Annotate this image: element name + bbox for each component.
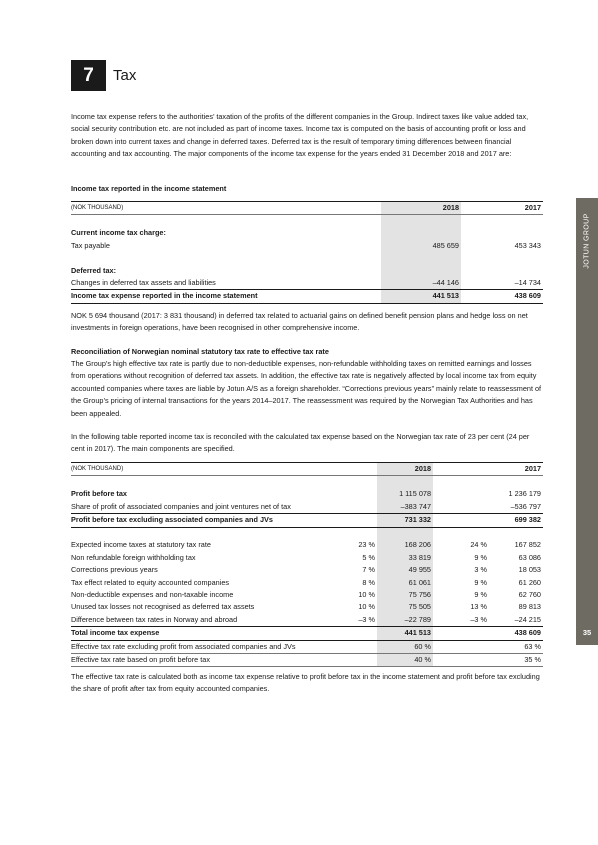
table-row [71,265,543,277]
row-label: Income tax expense reported in the income statement [71,290,381,303]
table-row [71,654,543,667]
value-2017: 699 382 [489,514,543,527]
value-2017: 63 % [489,640,543,653]
table-row [71,240,543,252]
pct-2017: 13 % [470,602,487,612]
reconciliation-heading: Reconciliation of Norwegian nominal statutory tax rate to effective tax rate [71,347,329,356]
value-2018: 1 115 078 [377,488,433,500]
year-2017: 2017 [489,463,543,476]
table1-heading: Income tax reported in the income statement [71,184,227,193]
row-label: Effective tax rate based on profit before tax [71,654,321,667]
pct-2017: 24 % [470,540,487,550]
value-2017: –14 734 [461,277,543,290]
table-row [71,501,543,514]
table-header-row [71,463,543,476]
table-row [71,277,543,290]
row-label: Share of profit of associated companies and joint ventures net of tax [71,501,321,514]
table-row [71,577,543,589]
reconciliation-table [71,462,543,667]
value-2018: 441 513 [381,290,461,303]
value-2018: 485 659 [381,240,461,252]
table-header-row [71,202,543,215]
value-2018: –44 146 [381,277,461,290]
row-label: Tax payable [71,240,110,250]
pct-2018: –3 % [321,614,377,627]
year-2018: 2018 [377,463,433,476]
value-2018: 75 505 [377,601,433,613]
value-2018: 60 % [377,640,433,653]
pct-2017: 3 % [474,565,487,575]
table-row [71,601,543,613]
value-2018: 61 061 [377,577,433,589]
value-2018: 33 819 [377,552,433,564]
value-2018: –383 747 [377,501,433,514]
pct-2017: 9 % [474,552,487,562]
oci-note: NOK 5 694 thousand (2017: 3 831 thousand) in deferred tax related to actuarial gains on defined benefit pension plans and hedge loss on net investments in foreign operations, have been recognised in other comprehensive income. [71,311,528,333]
table-row [71,539,543,551]
row-label: Non-deductible expenses and non-taxable income [71,590,234,600]
pct-2018: 5 % [362,552,375,562]
row-label: Effective tax rate excluding profit from associated companies and JVs [71,640,321,653]
value-2017: 89 813 [518,602,541,612]
value-2017: 61 260 [518,577,541,587]
pct-2018: 10 % [358,590,375,600]
table-row [71,564,543,576]
total-row [71,627,543,640]
pct-2017: 9 % [474,590,487,600]
table-row [71,552,543,564]
value-2017: 453 343 [514,240,541,250]
section-number: 7 [71,60,106,91]
unit-label: (NOK THOUSAND) [71,202,381,215]
row-label: Non refundable foreign withholding tax [71,552,196,562]
side-tab [576,198,598,283]
row-label: Difference between tax rates in Norway and abroad [71,614,321,627]
value-2017: –536 797 [489,501,543,514]
table-row [71,614,543,627]
table-row [71,589,543,601]
value-2018: 441 513 [377,627,433,640]
value-2018: 40 % [377,654,433,667]
value-2017: 18 053 [518,565,541,575]
pct-2018: 23 % [358,540,375,550]
value-2017: –24 215 [489,614,543,627]
page-number: 35 [582,628,592,637]
row-label: Total income tax expense [71,627,321,640]
pct-2018: 7 % [362,565,375,575]
year-2017: 2017 [461,202,543,215]
unit-label: (NOK THOUSAND) [71,463,321,476]
pct-2018: 8 % [362,577,375,587]
reconciliation-text-2: In the following table reported income tax is reconciled with the calculated tax expense based on the Norwegian tax rate of 23 per cent (24 per cent in 2017). The main components are specified. [71,432,530,454]
intro-paragraph: Income tax expense refers to the authorities’ taxation of the profits of the different companies in the Group. Indirect taxes like value added tax, social security contribution etc. are not included as part of income taxes. Income tax is computed on the basis of accounting profit or loss and broken down into current taxes and change in deferred taxes. Deferred tax is the result of temporary timing differences between financial accounting and tax accounting. The major components of the income tax expense for the years ended 31 December 2018 and 2017 are: [71,112,529,159]
pct-2017: –3 % [433,614,489,627]
value-2017: 438 609 [461,290,543,303]
value-2018: –22 789 [377,614,433,627]
reconciliation-text: The Group’s high effective tax rate is partly due to non-deductible expenses, non-refundable withholding taxes on remitted earnings and losses from operations without recognition of deferred tax assets. In addition, the effective tax rate is negatively affected by local income tax from equity accounted companies where taxes are liable by Jotun A/S as a foreign shareholder. “Corrections previous years” mainly relate to reassessment of the Group’s pricing of internal transactions for the years 2014–2017. The reassessment was required by the Norwegian Tax Authorities and has been appealed. [71,359,542,418]
row-label: Corrections previous years [71,565,158,575]
row-label: Tax effect related to equity accounted companies [71,577,230,587]
income-tax-table [71,201,543,304]
value-2017: 62 760 [518,590,541,600]
total-row [71,290,543,303]
pct-2017: 9 % [474,577,487,587]
value-2018: 49 955 [377,564,433,576]
row-label: Profit before tax [71,489,127,499]
page-sidebar [576,283,598,645]
value-2018: 168 206 [377,539,433,551]
table-row [71,488,543,500]
side-tab-label: JOTUN GROUP [583,212,591,269]
value-2017: 167 852 [514,540,541,550]
row-label: Profit before tax excluding associated companies and JVs [71,514,321,527]
value-2017: 35 % [489,654,543,667]
value-2017: 1 236 179 [508,489,541,499]
table-row [71,227,543,239]
section-title: Tax [113,67,137,84]
value-2018: 75 756 [377,589,433,601]
row-label: Expected income taxes at statutory tax rate [71,540,211,550]
row-label: Current income tax charge: [71,228,166,238]
value-2017: 63 086 [518,552,541,562]
table-row [71,640,543,653]
value-2018: 731 332 [377,514,433,527]
pct-2018: 10 % [358,602,375,612]
row-label: Unused tax losses not recognised as deferred tax assets [71,602,255,612]
year-2018: 2018 [381,202,461,215]
row-label: Changes in deferred tax assets and liabilities [71,277,381,290]
footer-note: The effective tax rate is calculated both as income tax expense relative to profit before tax in the income statement and profit before tax excluding the share of profit after tax from equity accounted companies. [71,672,540,694]
subtotal-row [71,514,543,527]
value-2017: 438 609 [489,627,543,640]
row-label: Deferred tax: [71,265,117,275]
